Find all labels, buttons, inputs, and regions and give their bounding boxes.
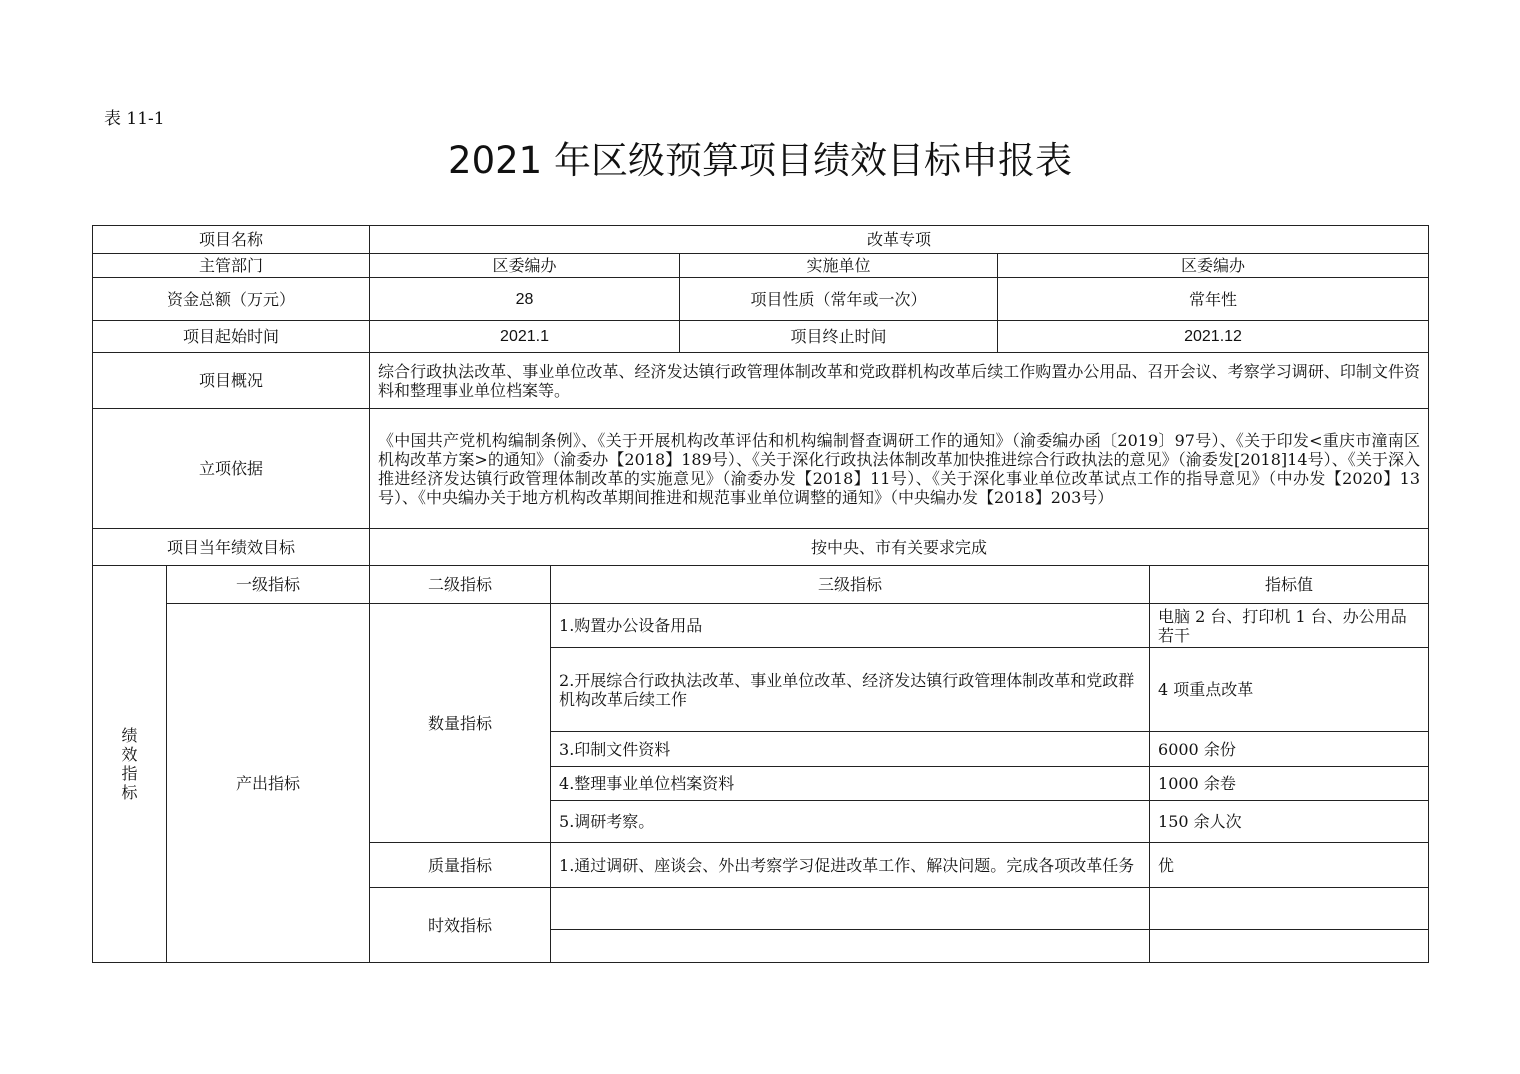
annual-goal-value: 按中央、市有关要求完成 xyxy=(370,529,1429,566)
dept-label: 主管部门 xyxy=(93,254,370,278)
performance-target-table xyxy=(92,225,1429,963)
quantity-indicator-label: 数量指标 xyxy=(370,604,551,843)
fund-value: 28 xyxy=(370,278,680,321)
timeliness-indicator-label: 时效指标 xyxy=(370,888,551,963)
output-indicator-label: 产出指标 xyxy=(167,604,370,963)
level3-item-1: 1.购置办公设备用品 xyxy=(551,604,1150,648)
end-time-value: 2021.12 xyxy=(998,321,1429,353)
level3-item-4: 4.整理事业单位档案资料 xyxy=(551,767,1150,801)
quality-indicator-label: 质量指标 xyxy=(370,843,551,888)
impl-unit-value: 区委编办 xyxy=(998,254,1429,278)
level3-item-2: 2.开展综合行政执法改革、事业单位改革、经济发达镇行政管理体制改革和党政群机构改革后续工作 xyxy=(551,648,1150,732)
quality-value-1: 优 xyxy=(1150,843,1429,888)
header-level1: 一级指标 xyxy=(167,566,370,604)
fund-label: 资金总额（万元） xyxy=(93,278,370,321)
header-level2: 二级指标 xyxy=(370,566,551,604)
header-value: 指标值 xyxy=(1150,566,1429,604)
start-time-value: 2021.1 xyxy=(370,321,680,353)
dept-value: 区委编办 xyxy=(370,254,680,278)
indicator-section-label: 绩 效 指 标 xyxy=(93,566,167,963)
timeliness-value-2 xyxy=(1150,930,1429,963)
quality-item-1: 1.通过调研、座谈会、外出考察学习促进改革工作、解决问题。完成各项改革任务 xyxy=(551,843,1150,888)
nature-label: 项目性质（常年或一次） xyxy=(680,278,998,321)
indicator-value-2: 4 项重点改革 xyxy=(1150,648,1429,732)
start-time-label: 项目起始时间 xyxy=(93,321,370,353)
indicator-value-3: 6000 余份 xyxy=(1150,732,1429,767)
basis-label: 立项依据 xyxy=(93,409,370,529)
project-name-value: 改革专项 xyxy=(370,226,1429,254)
indicator-value-5: 150 余人次 xyxy=(1150,801,1429,843)
timeliness-item-2 xyxy=(551,930,1150,963)
basis-text: 《中国共产党机构编制条例》、《关于开展机构改革评估和机构编制督查调研工作的通知》（渝委编办函〔2019〕97号）、《关于印发<重庆市潼南区机构改革方案>的通知》（渝委办【2018】189号）、《关于深化行政执法体制改革加快推进综合行政执法的意见》（渝委发[2018]14号）、《关于深入推进经济发达镇行政管理体制改革的实施意见》（渝委办发【2018】11号）、《关于深化事业单位改革试点工作的指导意见》（中办发【2020】13号）、《中央编办关于地方机构改革期间推进和规范事业单位调整的通知》（中央编办发【2018】203号） xyxy=(370,409,1429,529)
end-time-label: 项目终止时间 xyxy=(680,321,998,353)
level3-item-3: 3.印制文件资料 xyxy=(551,732,1150,767)
timeliness-item-1 xyxy=(551,888,1150,930)
document-title: 2021 年区级预算项目绩效目标申报表 xyxy=(448,139,1072,182)
project-name-label: 项目名称 xyxy=(93,226,370,254)
header-level3: 三级指标 xyxy=(551,566,1150,604)
indicator-value-1: 电脑 2 台、打印机 1 台、办公用品若干 xyxy=(1150,604,1429,648)
timeliness-value-1 xyxy=(1150,888,1429,930)
overview-label: 项目概况 xyxy=(93,353,370,409)
nature-value: 常年性 xyxy=(998,278,1429,321)
table-number-label: 表 11-1 xyxy=(104,109,165,129)
level3-item-5: 5.调研考察。 xyxy=(551,801,1150,843)
indicator-value-4: 1000 余卷 xyxy=(1150,767,1429,801)
annual-goal-label: 项目当年绩效目标 xyxy=(93,529,370,566)
overview-text: 综合行政执法改革、事业单位改革、经济发达镇行政管理体制改革和党政群机构改革后续工作购置办公用品、召开会议、考察学习调研、印制文件资料和整理事业单位档案等。 xyxy=(370,353,1429,409)
impl-unit-label: 实施单位 xyxy=(680,254,998,278)
